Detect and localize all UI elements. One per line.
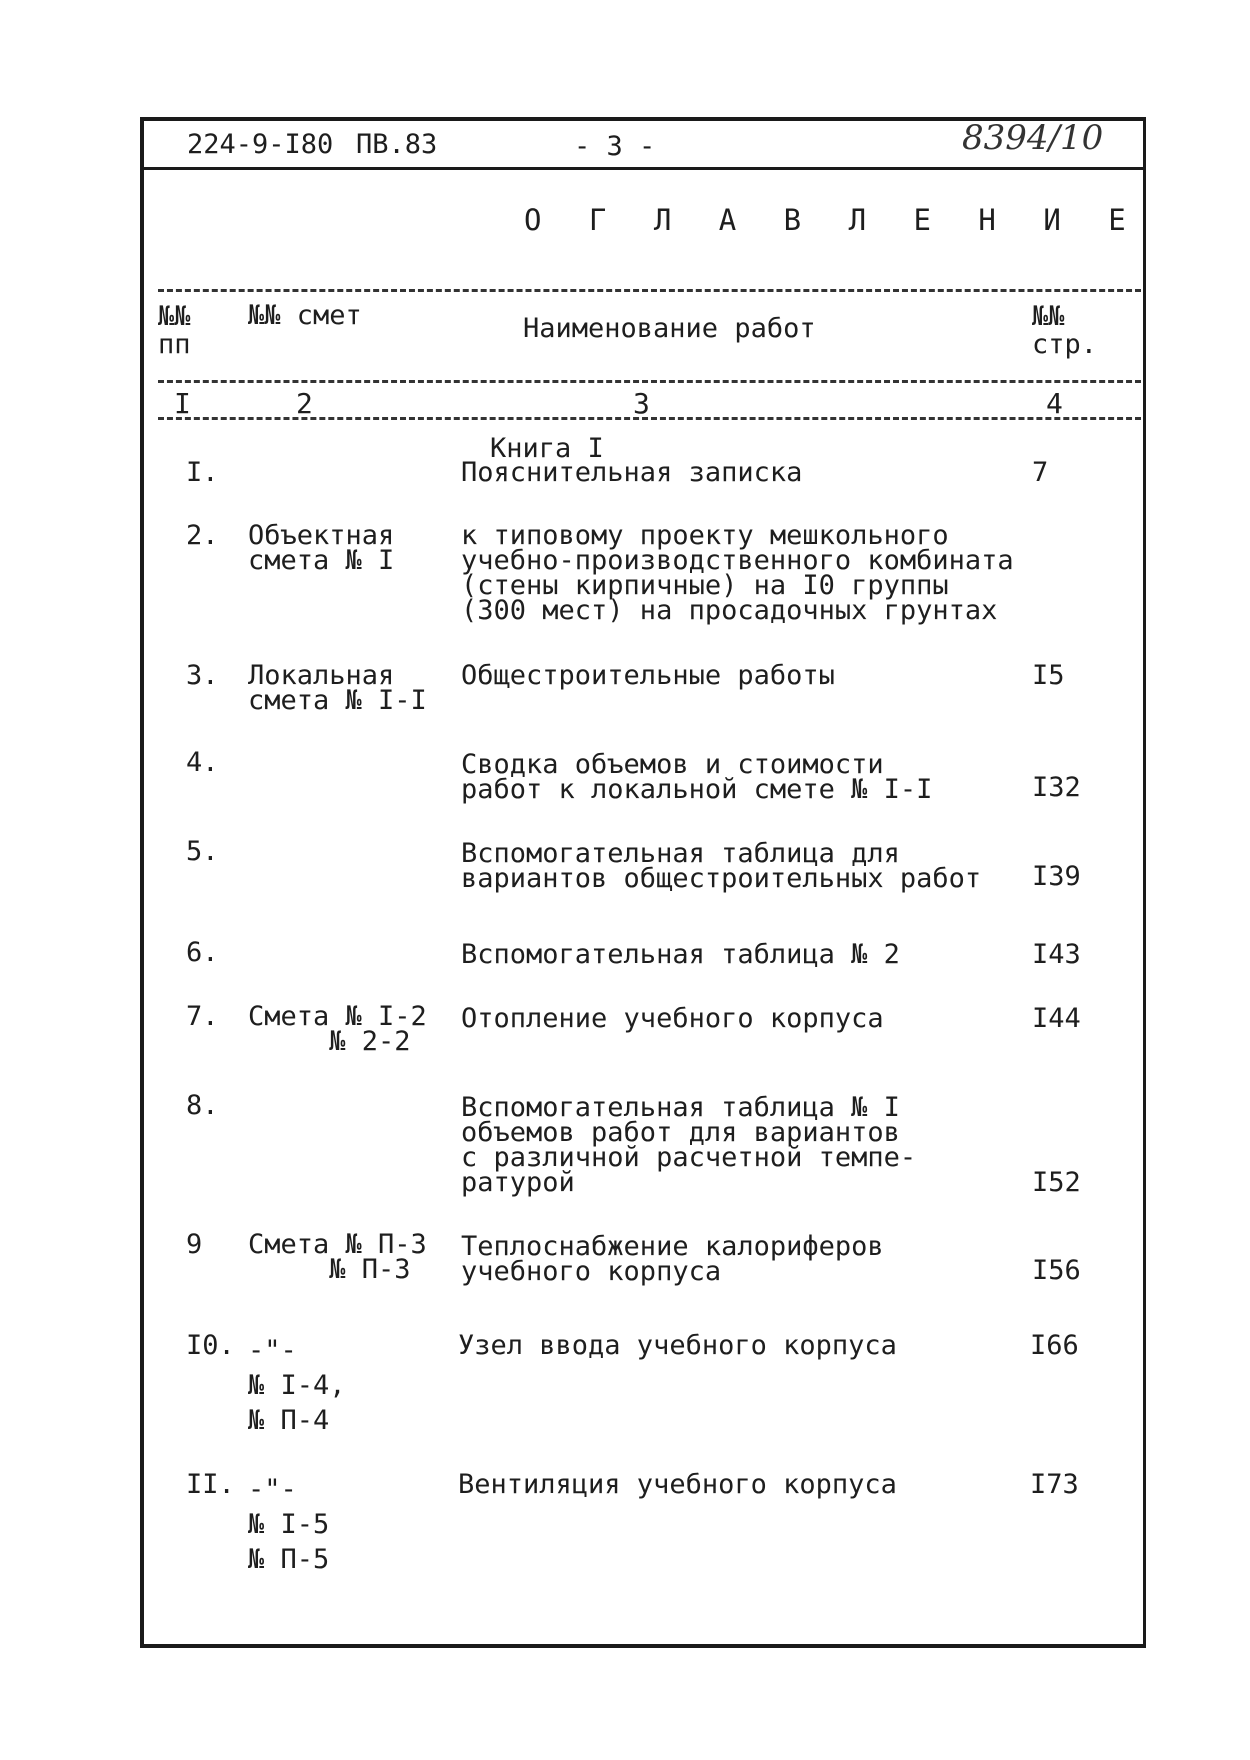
row-page: I56 — [1032, 1255, 1081, 1286]
row-number: 6. — [186, 937, 219, 968]
row-page: I66 — [1030, 1330, 1079, 1361]
row-number: 4. — [186, 747, 219, 778]
row-number: 3. — [186, 660, 219, 691]
row-page: I73 — [1030, 1469, 1079, 1500]
row-name: Вспомогательная таблица № I объемов работ для вариантов с различной расчетной темпе- ратурой — [461, 1092, 917, 1198]
row-name: Пояснительная записка — [461, 457, 803, 488]
row-name: к типовому проекту мешкольного учебно-производственного комбината (стены кирпичные) на I0 группы (300 мест) на просадочных грунтах — [461, 520, 1014, 626]
col-header-num: №№ пп — [158, 301, 191, 360]
col-number-1: I — [174, 387, 191, 420]
row-name: Вспомогательная таблица № 2 — [461, 939, 900, 970]
row-page: I52 — [1032, 1167, 1081, 1198]
col-number-4: 4 — [1046, 387, 1063, 420]
row-estimate: -"- № I-5 № П-5 — [248, 1474, 330, 1575]
row-number: 7. — [186, 1001, 219, 1032]
row-estimate: Объектная смета № I — [248, 520, 395, 576]
col-header-name: Наименование работ — [523, 313, 816, 344]
col-header-page: №№ стр. — [1032, 301, 1098, 360]
row-number: 5. — [186, 836, 219, 867]
document-series: ПВ.83 — [356, 129, 438, 160]
row-number: 2. — [186, 520, 219, 551]
table-rule-bottom — [158, 417, 1141, 420]
row-name: Узел ввода учебного корпуса — [458, 1330, 897, 1361]
row-number: I. — [186, 457, 219, 488]
row-page: 7 — [1032, 457, 1049, 488]
col-number-3: 3 — [633, 387, 650, 420]
row-name: Вспомогательная таблица для вариантов общестроительных работ — [461, 838, 982, 894]
row-name: Теплоснабжение калориферов учебного корпуса — [461, 1231, 884, 1287]
row-name: Общестроительные работы — [461, 660, 835, 691]
row-number: II. — [186, 1469, 235, 1500]
book-label: Книга I — [490, 433, 604, 464]
header-divider — [144, 167, 1143, 170]
row-estimate: Смета № П-3 № П-3 — [248, 1229, 427, 1285]
row-estimate: Локальная смета № I-I — [248, 660, 427, 716]
col-header-estimate: №№ смет — [248, 300, 362, 331]
row-estimate: Смета № I-2 № 2-2 — [248, 1001, 427, 1057]
row-page: I32 — [1032, 772, 1081, 803]
row-page: I44 — [1032, 1003, 1081, 1034]
row-number: 9 — [186, 1229, 203, 1260]
row-name: Отопление учебного корпуса — [461, 1003, 884, 1034]
row-name: Сводка объемов и стоимости работ к локальной смете № I-I — [461, 749, 933, 805]
row-page: I39 — [1032, 861, 1081, 892]
document-code: 224-9-I80 — [187, 129, 334, 160]
row-estimate: -"- № I-4, № П-4 — [248, 1335, 346, 1436]
row-number: 8. — [186, 1090, 219, 1121]
row-page: I43 — [1032, 939, 1081, 970]
handwritten-number: 8394/10 — [962, 118, 1104, 158]
row-page: I5 — [1032, 660, 1065, 691]
table-rule-top — [158, 289, 1141, 292]
col-number-2: 2 — [296, 387, 313, 420]
row-name: Вентиляция учебного корпуса — [458, 1469, 897, 1500]
page-title: О Г Л А В Л Е Н И Е — [524, 203, 1141, 237]
row-number: I0. — [186, 1330, 235, 1361]
page-number: - 3 - — [574, 131, 656, 162]
table-rule-mid — [158, 380, 1141, 383]
